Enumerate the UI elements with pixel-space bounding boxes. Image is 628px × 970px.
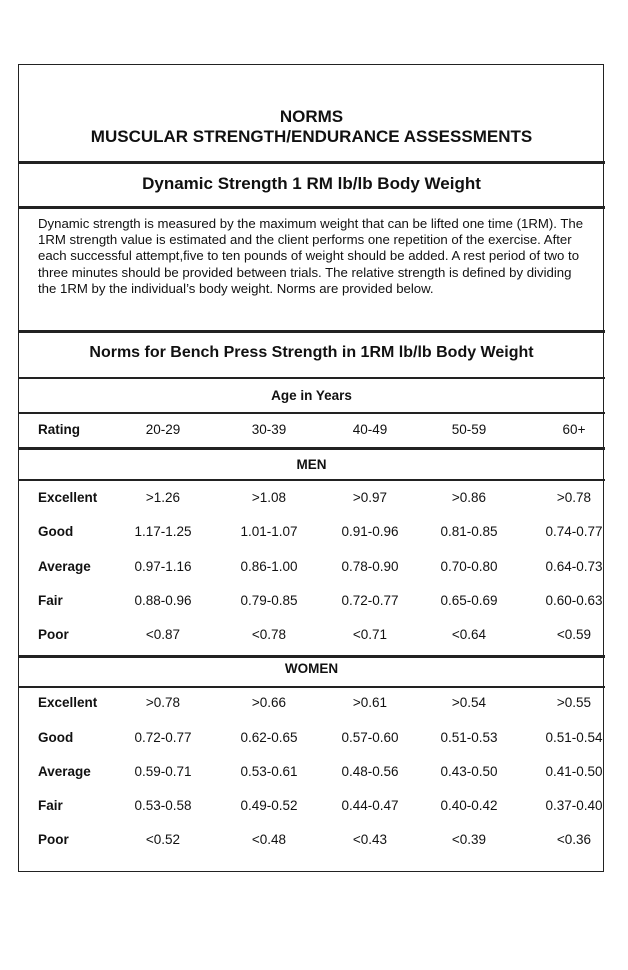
table-cell: <0.36 — [556, 832, 592, 847]
divider — [18, 206, 605, 209]
table-cell: <0.87 — [145, 627, 181, 642]
table-cell: 0.72-0.77 — [341, 593, 399, 608]
table-cell: 0.64-0.73 — [545, 559, 603, 574]
rating-label: Poor — [38, 627, 69, 642]
section-title: Dynamic Strength 1 RM lb/lb Body Weight — [142, 174, 481, 193]
table-row — [38, 764, 603, 784]
table-cell: 0.53-0.58 — [134, 798, 192, 813]
table-cell: <0.48 — [251, 832, 287, 847]
table-cell: 0.62-0.65 — [240, 730, 298, 745]
table-cell: 0.49-0.52 — [240, 798, 298, 813]
table-cell: 0.53-0.61 — [240, 764, 298, 779]
table-cell: 0.86-1.00 — [240, 559, 298, 574]
divider — [18, 479, 605, 481]
rating-label: Average — [38, 764, 91, 779]
table-cell: 0.81-0.85 — [440, 524, 498, 539]
table-cell: 0.51-0.53 — [440, 730, 498, 745]
table-cell: 0.48-0.56 — [341, 764, 399, 779]
column-header: 50-59 — [451, 422, 487, 437]
table-cell: 0.65-0.69 — [440, 593, 498, 608]
table-cell: 0.41-0.50 — [545, 764, 603, 779]
table-cell: <0.39 — [451, 832, 487, 847]
divider — [18, 447, 605, 450]
title-line-1: NORMS — [279, 107, 344, 126]
age-header: Age in Years — [271, 388, 352, 403]
group-header-men: MEN — [296, 457, 327, 472]
table-cell: 0.78-0.90 — [341, 559, 399, 574]
table-cell: >1.08 — [251, 490, 287, 505]
divider — [18, 686, 605, 688]
table-cell: >0.55 — [556, 695, 592, 710]
table-cell: <0.43 — [352, 832, 388, 847]
table-cell: 0.44-0.47 — [341, 798, 399, 813]
table-cell: >1.26 — [145, 490, 181, 505]
table-cell: 0.97-1.16 — [134, 559, 192, 574]
table-cell: 0.43-0.50 — [440, 764, 498, 779]
table-cell: >0.78 — [556, 490, 592, 505]
divider — [18, 161, 605, 164]
divider — [18, 377, 605, 379]
table-cell: 0.51-0.54 — [545, 730, 603, 745]
table-cell: 0.88-0.96 — [134, 593, 192, 608]
table-cell: 1.01-1.07 — [240, 524, 298, 539]
table-cell: 0.70-0.80 — [440, 559, 498, 574]
table-cell: 0.40-0.42 — [440, 798, 498, 813]
table-cell: <0.71 — [352, 627, 388, 642]
table-cell: 1.17-1.25 — [134, 524, 192, 539]
table-cell: 0.79-0.85 — [240, 593, 298, 608]
table-cell: 0.74-0.77 — [545, 524, 603, 539]
table-row — [38, 627, 598, 647]
group-header-women: WOMEN — [284, 661, 339, 676]
rating-label: Average — [38, 559, 91, 574]
rating-label: Poor — [38, 832, 69, 847]
description-paragraph: Dynamic strength is measured by the maximum weight that can be lifted one time (1RM). The 1RM strength value is estimated and the client performs one repetition of the exercise. After each successful attempt,five to ten pounds of weight should be added. A rest period of two to three minutes should be provided between trials. The relative strength is defined by dividing the 1RM by the individual’s body weight. Norms are provided below. — [38, 216, 584, 296]
table-row — [38, 695, 598, 715]
table-row — [38, 524, 603, 544]
table-cell: >0.86 — [451, 490, 487, 505]
rating-label: Fair — [38, 798, 63, 813]
column-header: 20-29 — [145, 422, 181, 437]
table-cell: <0.52 — [145, 832, 181, 847]
table-cell: >0.78 — [145, 695, 181, 710]
table-cell: >0.66 — [251, 695, 287, 710]
table-cell: <0.64 — [451, 627, 487, 642]
column-header: 30-39 — [251, 422, 287, 437]
column-header: Rating — [38, 422, 80, 437]
rating-label: Fair — [38, 593, 63, 608]
divider — [18, 330, 605, 333]
table-row — [38, 798, 603, 818]
table-cell: 0.91-0.96 — [341, 524, 399, 539]
table-cell: 0.60-0.63 — [545, 593, 603, 608]
table-title: Norms for Bench Press Strength in 1RM lb/lb Body Weight — [89, 344, 534, 361]
table-cell: >0.54 — [451, 695, 487, 710]
rating-label: Good — [38, 730, 74, 745]
rating-label: Excellent — [38, 695, 98, 710]
divider — [18, 412, 605, 414]
table-row — [38, 490, 598, 510]
table-cell: 0.37-0.40 — [545, 798, 603, 813]
rating-label: Good — [38, 524, 74, 539]
column-header: 40-49 — [352, 422, 388, 437]
table-cell: <0.59 — [556, 627, 592, 642]
column-header-row — [38, 422, 598, 442]
rating-label: Excellent — [38, 490, 98, 505]
table-cell: <0.78 — [251, 627, 287, 642]
title-line-2: MUSCULAR STRENGTH/ENDURANCE ASSESSMENTS — [90, 127, 533, 146]
table-cell: 0.72-0.77 — [134, 730, 192, 745]
column-header: 60+ — [562, 422, 586, 437]
table-row — [38, 593, 603, 613]
table-row — [38, 730, 603, 750]
table-cell: 0.59-0.71 — [134, 764, 192, 779]
table-row — [38, 832, 598, 852]
table-cell: 0.57-0.60 — [341, 730, 399, 745]
table-row — [38, 559, 603, 579]
table-cell: >0.97 — [352, 490, 388, 505]
table-cell: >0.61 — [352, 695, 388, 710]
divider — [18, 655, 605, 658]
